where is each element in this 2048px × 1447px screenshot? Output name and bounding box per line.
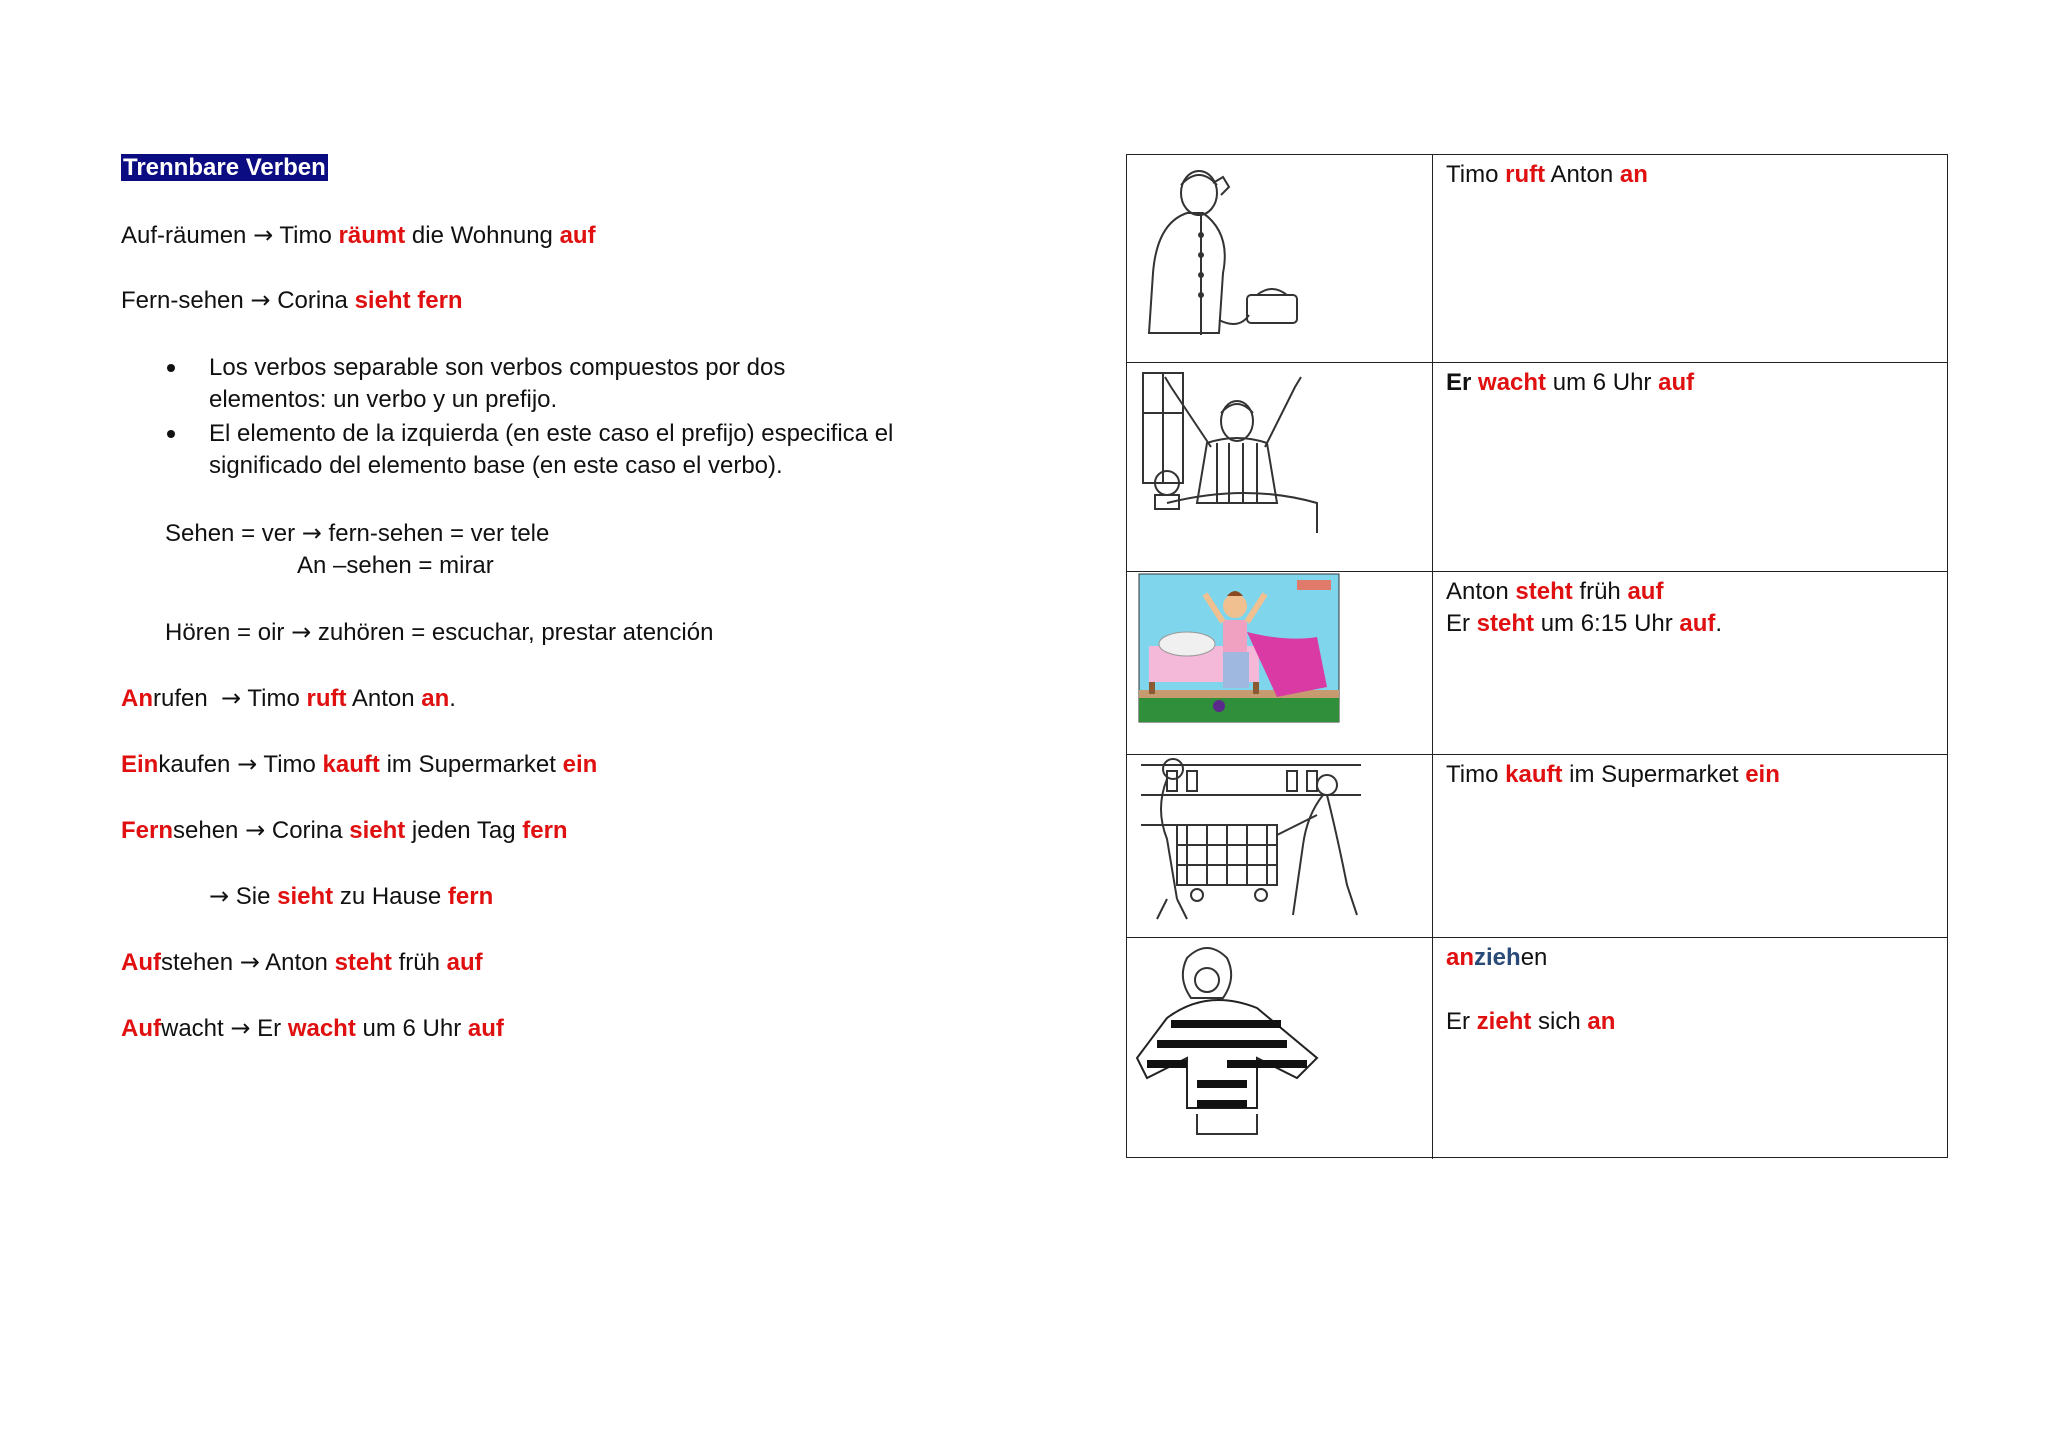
sentence: Timo kauft im Supermarket ein <box>1446 761 1780 788</box>
table-row <box>1127 938 1947 1159</box>
arrow-icon: → <box>253 221 274 249</box>
arrow-icon: → <box>230 1014 251 1042</box>
page-title: Trennbare Verben <box>123 154 326 181</box>
arrow-icon: → <box>250 286 271 314</box>
image-cell <box>1127 755 1433 937</box>
arrow-icon: → <box>209 882 230 910</box>
dressing-icon <box>1127 938 1431 1157</box>
bullet-2-line-2: significado del elemento base (en este caso el verbo). <box>209 452 783 479</box>
arrow-icon: → <box>239 948 260 976</box>
sentence: Anton steht früh auf <box>1446 578 1664 605</box>
sentence: Er wacht um 6 Uhr auf <box>1446 369 1695 396</box>
list-aufwacht: Aufwacht → Er wacht um 6 Uhr auf <box>121 1014 504 1042</box>
arrow-icon: → <box>221 684 242 712</box>
shopping-icon <box>1127 755 1431 936</box>
sentence: Er zieht sich an <box>1446 1008 1616 1035</box>
text-cell <box>1433 755 1947 937</box>
text-cell <box>1433 155 1947 362</box>
meaning-sehen: Sehen = ver → fern-sehen = ver tele <box>165 519 550 547</box>
getting-up-icon <box>1127 572 1431 753</box>
bullet-2-line-1: El elemento de la izquierda (en este caso el prefijo) especifica el <box>209 420 894 447</box>
list-aufstehen: Aufstehen → Anton steht früh auf <box>121 948 483 976</box>
verb-heading: anziehen <box>1446 944 1548 971</box>
list-anrufen: Anrufen → Timo ruft Anton an. <box>121 684 456 712</box>
spacer <box>1446 974 1934 1006</box>
image-cell <box>1127 155 1433 362</box>
bullet-1-line-2: elementos: un verbo y un prefijo. <box>209 386 558 413</box>
bullet-icon <box>167 430 175 438</box>
arrow-icon: → <box>237 750 258 778</box>
example-aufraumen: Auf-räumen → Timo räumt die Wohnung auf <box>121 221 596 249</box>
arrow-icon: → <box>291 618 312 646</box>
sentence: Er steht um 6:15 Uhr auf. <box>1446 610 1723 637</box>
list-einkaufen: Einkaufen → Timo kauft im Supermarket ein <box>121 750 598 778</box>
image-cell <box>1127 363 1433 571</box>
waking-man-icon <box>1127 363 1431 569</box>
list-fernsehen-2: → Sie sieht zu Hause fern <box>209 882 494 910</box>
text-cell <box>1433 572 1947 754</box>
table-row <box>1127 155 1947 363</box>
image-cell <box>1127 572 1433 754</box>
image-cell <box>1127 938 1433 1159</box>
arrow-icon: → <box>245 816 266 844</box>
text-cell <box>1433 938 1947 1159</box>
example-table <box>1126 154 1948 1158</box>
sentence: Timo ruft Anton an <box>1446 161 1648 188</box>
text-cell <box>1433 363 1947 571</box>
phone-man-icon <box>1127 155 1431 361</box>
list-fernsehen: Fernsehen → Corina sieht jeden Tag fern <box>121 816 568 844</box>
bullet-icon <box>167 364 175 372</box>
meaning-horen: Hören = oir → zuhören = escuchar, prestar atención <box>165 618 714 646</box>
bullet-1-line-1: Los verbos separable son verbos compuestos por dos <box>209 354 786 381</box>
example-fernsehen: Fern-sehen → Corina sieht fern <box>121 286 463 314</box>
arrow-icon: → <box>301 519 322 547</box>
meaning-ansehen: An –sehen = mirar <box>297 552 494 579</box>
table-row <box>1127 755 1947 938</box>
table-row <box>1127 572 1947 755</box>
table-row <box>1127 363 1947 572</box>
